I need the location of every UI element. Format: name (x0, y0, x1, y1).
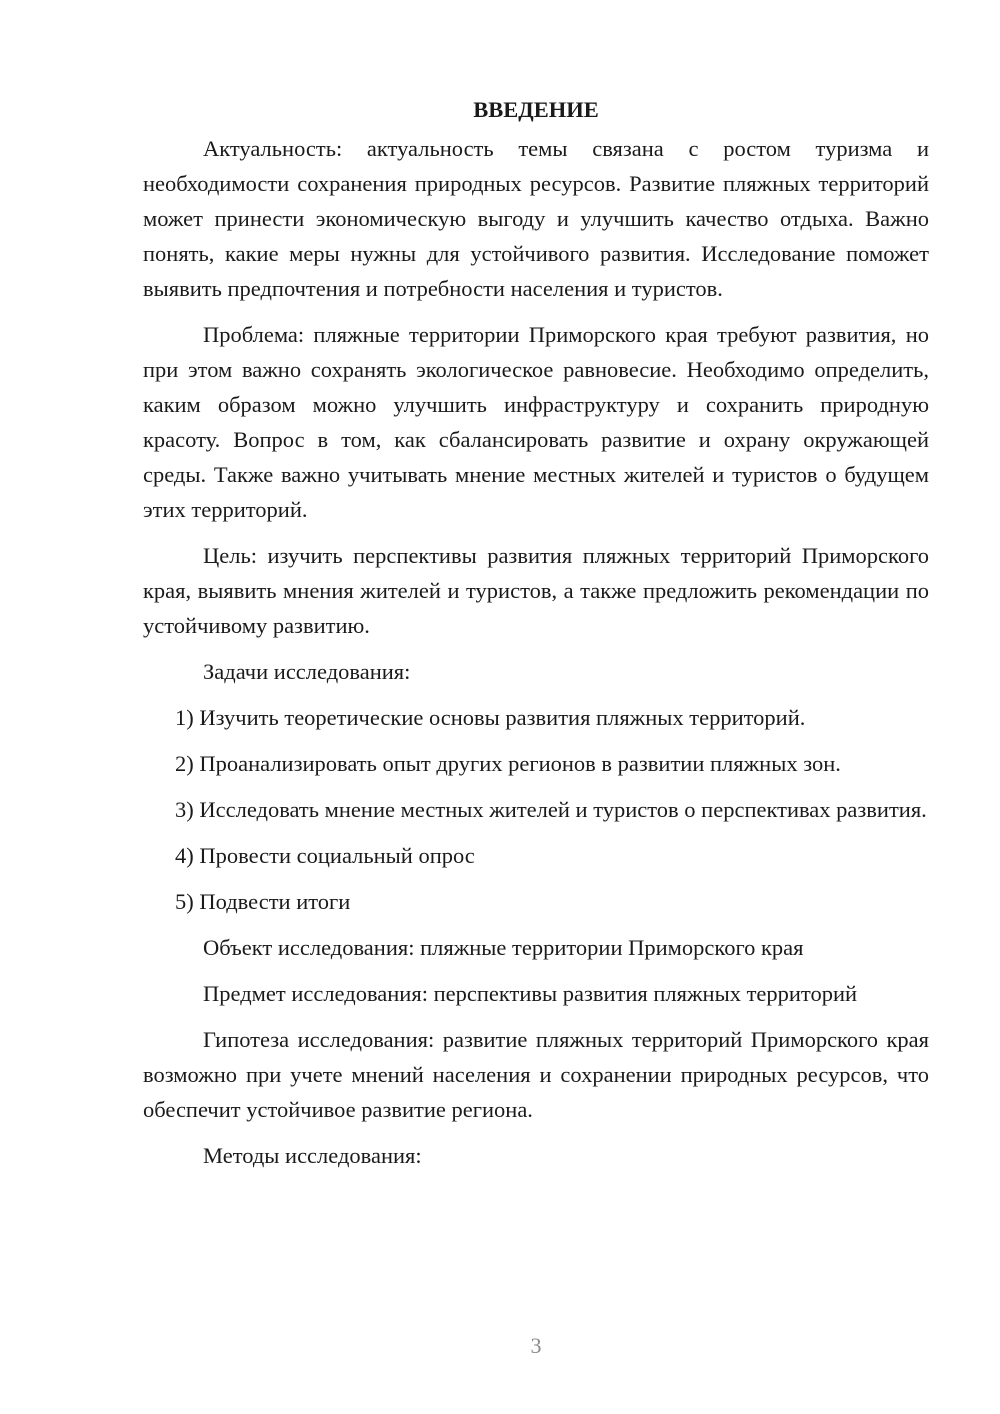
page-number: 3 (530, 1333, 542, 1358)
research-object: Объект исследования: пляжные территории Приморского края (203, 935, 804, 960)
relevance-paragraph: Актуальность: актуальность темы связана с ростом туризма и необходимости сохранения природных ресурсов. Развитие пляжных территорий может принести экономическую выгоду и улучшить качество отдыха. Важно понять, какие меры нужны для устойчивого развития. Исследование поможет выявить предпочтения и потребности населения и туристов. (143, 136, 929, 301)
task-item-1: 1) Изучить теоретические основы развития пляжных территорий. (175, 705, 806, 730)
problem-paragraph: Проблема: пляжные территории Приморского края требуют развития, но при этом важно сохранять экологическое равновесие. Необходимо определить, каким образом можно улучшить инфраструктуру и сохранить природную красоту. Вопрос в том, как сбалансировать развитие и охрану окружающей среды. Также важно учитывать мнение местных жителей и туристов о будущем этих территорий. (143, 322, 929, 522)
document-page (143, 92, 929, 1184)
task-item-4: 4) Провести социальный опрос (175, 843, 475, 868)
task-item-3: 3) Исследовать мнение местных жителей и туристов о перспективах развития. (175, 797, 927, 822)
hypothesis-paragraph: Гипотеза исследования: развитие пляжных территорий Приморского края возможно при учете мнений населения и сохранении природных ресурсов, что обеспечит устойчивое развитие региона. (143, 1027, 929, 1122)
research-subject: Предмет исследования: перспективы развития пляжных территорий (203, 981, 858, 1006)
task-item-5: 5) Подвести итоги (175, 889, 351, 914)
methods-heading: Методы исследования: (203, 1143, 422, 1168)
page-title: ВВЕДЕНИЕ (473, 97, 599, 122)
goal-paragraph: Цель: изучить перспективы развития пляжных территорий Приморского края, выявить мнения жителей и туристов, а также предложить рекомендации по устойчивому развитию. (143, 543, 929, 638)
tasks-heading: Задачи исследования: (203, 659, 411, 684)
task-item-2: 2) Проанализировать опыт других регионов в развитии пляжных зон. (175, 751, 841, 776)
